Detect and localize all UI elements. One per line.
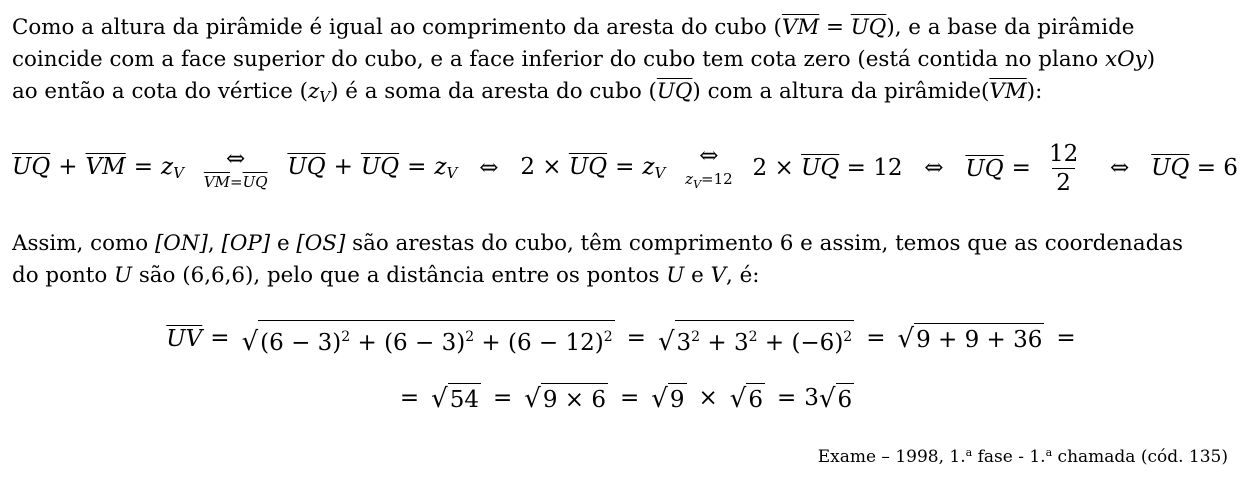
text-run: Assim, como: [12, 231, 155, 256]
ordinal-indicator: a: [965, 446, 973, 459]
radicand: 9 × 6: [541, 383, 608, 414]
segment-uq: $\overline{UQ}$: [12, 154, 51, 180]
text-run: são (6,6,6), pelo que a distância entre os pontos: [132, 263, 667, 288]
segment-vm: $\overline{VM}$: [781, 15, 820, 40]
eq1-step-3: [520, 154, 665, 182]
equals-sign: =: [210, 325, 230, 351]
segment-vm: $\overline{VM}$: [989, 79, 1027, 104]
text-run: são arestas do cubo, têm comprimento 6 e assim, temos que as coordenadas: [345, 231, 1183, 256]
var-z-subscript: V: [319, 88, 331, 106]
var-z-subscript: V: [446, 164, 458, 182]
text-run: = 12: [846, 155, 903, 181]
square-root: [898, 323, 1045, 354]
equals-sign: =: [866, 325, 886, 351]
equals-sign: =: [407, 154, 427, 180]
point-u: U: [114, 263, 133, 288]
coordinates-paragraph: [12, 228, 1238, 292]
equation-distance-uv: [12, 312, 1238, 364]
coords-line-1: [12, 228, 1238, 260]
intro-paragraph: [12, 12, 1238, 113]
eq1-step-4: [753, 155, 903, 181]
radical-sign-icon: √: [818, 383, 836, 414]
square-root: [524, 383, 608, 414]
var-z: z: [434, 154, 447, 180]
exponent: 2: [691, 328, 701, 345]
text-run: =: [819, 15, 851, 40]
exponent: 2: [748, 328, 758, 345]
var-z-subscript: V: [693, 178, 702, 191]
segment-vm: $\overline{VM}$: [85, 154, 126, 180]
eq1-step-1: [12, 154, 184, 182]
text-run: e: [270, 231, 297, 256]
var-z: z: [160, 154, 174, 180]
radicand: 6: [746, 383, 765, 414]
point-v: V: [710, 263, 727, 288]
equivalence-arrow-icon: ⇔: [1110, 155, 1130, 181]
coefficient: 3: [804, 385, 819, 411]
text-run: coincide com a face superior do cubo, e a face inferior do cubo tem cota zero (está contida no plano: [12, 47, 1106, 72]
equals-sign: =: [1056, 325, 1076, 351]
text-run: Como a altura da pirâmide é igual ao comprimento da aresta do cubo (: [12, 15, 782, 40]
point-u: U: [666, 263, 685, 288]
equivalence-arrow-icon: ⇔: [226, 146, 246, 172]
equals-sign: =: [229, 173, 243, 191]
segment-on: [ON]: [154, 231, 208, 256]
times-sign: ×: [698, 385, 718, 411]
text-run: ), e a base da pirâmide: [886, 15, 1135, 40]
equivalence-with-condition: [204, 146, 268, 190]
text-run: , é:: [726, 263, 760, 288]
eq1-step-5: [965, 140, 1088, 197]
coords-line-2: [12, 260, 1238, 292]
text-run: ) é a soma da aresta do cubo (: [330, 79, 657, 104]
radicand: 9 + 9 + 36: [914, 323, 1044, 354]
equivalence-arrow-icon: ⇔: [924, 155, 944, 181]
text-run: ):: [1026, 79, 1043, 104]
text-run: do ponto: [12, 263, 114, 288]
text-run: chamada (cód. 135): [1052, 447, 1228, 467]
equals-sign: =: [626, 325, 646, 351]
segment-uq: $\overline{UQ}$: [850, 15, 887, 40]
segment-uq: $\overline{UQ}$: [568, 154, 608, 180]
radical-sign-icon: √: [897, 323, 915, 354]
square-root: [658, 320, 854, 357]
equals-sign: =: [777, 385, 797, 411]
segment-uq: $\overline{UQ}$: [656, 79, 693, 104]
equals-sign: =: [620, 385, 640, 411]
fraction: [1045, 140, 1082, 197]
square-root: [431, 383, 481, 414]
square-root: [242, 320, 615, 357]
text-run: ) com a altura da pirâmide(: [692, 79, 990, 104]
square-root: [730, 383, 765, 414]
exponent: 2: [465, 328, 475, 345]
radical-sign-icon: √: [431, 383, 448, 414]
radicand: [258, 320, 615, 357]
intro-line-1: [12, 12, 1238, 44]
condition-label: [204, 174, 268, 190]
radicand: 9: [668, 383, 687, 414]
text-run: + (6 − 12): [474, 329, 604, 356]
radical-sign-icon: √: [657, 326, 675, 357]
equals-sign: =: [492, 385, 513, 411]
radical-sign-icon: √: [241, 326, 259, 357]
condition-label: [685, 171, 733, 193]
segment-vm: $\overline{VM}$: [203, 173, 230, 191]
plus-sign: +: [333, 154, 353, 180]
radical-sign-icon: √: [651, 383, 668, 414]
text-run: e: [684, 263, 711, 288]
text-run: + 3: [700, 329, 749, 356]
eq1-step-2: [287, 154, 457, 182]
text-run: ,: [207, 231, 222, 256]
equation-simplification: [12, 372, 1238, 424]
plus-sign: +: [58, 154, 78, 180]
equivalence-arrow-icon: ⇔: [479, 155, 499, 181]
text-run: ): [1146, 47, 1156, 72]
equivalence-arrow-icon: ⇔: [699, 143, 719, 169]
intro-line-2: [12, 44, 1238, 76]
text-run: + (6 − 3): [350, 329, 466, 356]
text-run: ao então a cota do vértice (: [12, 79, 309, 104]
text-run: 2 ×: [520, 154, 562, 180]
segment-uv: $\overline{UV}$: [166, 326, 203, 352]
equals-sign: =: [1011, 155, 1031, 181]
text-run: Exame – 1998, 1.: [817, 447, 966, 467]
var-z: z: [642, 154, 655, 180]
equals-sign: =: [133, 154, 153, 180]
exponent: 2: [843, 328, 853, 345]
intro-line-3: [12, 76, 1238, 113]
var-z-subscript: V: [654, 164, 666, 182]
square-root: [651, 383, 686, 414]
segment-op: [OP]: [221, 231, 271, 256]
equation-edge-length: [12, 128, 1238, 208]
eq1-step-6: [1151, 155, 1238, 181]
segment-uq: $\overline{UQ}$: [965, 156, 1004, 182]
segment-os: [OS]: [296, 231, 346, 256]
segment-uq: $\overline{UQ}$: [801, 155, 840, 181]
radicand: [675, 320, 855, 357]
var-z-subscript: V: [173, 164, 184, 182]
condition-value: =12: [701, 170, 733, 188]
equals-sign: =: [399, 385, 420, 411]
radical-sign-icon: √: [524, 383, 541, 414]
radicand: 54: [448, 383, 481, 414]
ordinal-indicator: a: [1045, 446, 1053, 459]
exponent: 2: [341, 328, 351, 345]
radicand: 6: [836, 383, 855, 414]
segment-uq: $\overline{UQ}$: [242, 173, 268, 191]
text-run: + (−6): [757, 329, 844, 356]
var-z: z: [308, 79, 320, 104]
fraction-numerator: 12: [1048, 140, 1079, 167]
text-run: (6 − 3): [260, 329, 342, 356]
segment-uq: $\overline{UQ}$: [1151, 155, 1190, 181]
text-run: fase - 1.: [972, 447, 1046, 467]
text-run: 3: [676, 329, 692, 356]
radical-sign-icon: √: [729, 383, 747, 414]
text-run: 2 ×: [752, 155, 794, 181]
equals-sign: =: [615, 154, 635, 180]
exponent: 2: [603, 328, 613, 345]
segment-uq: $\overline{UQ}$: [360, 154, 400, 180]
exam-source-citation: [818, 446, 1228, 467]
text-run: = 6: [1196, 155, 1238, 181]
var-z: z: [685, 170, 694, 188]
plane-xoy: xOy: [1105, 47, 1147, 72]
fraction-denominator: 2: [1052, 168, 1075, 197]
square-root: [819, 383, 854, 414]
equivalence-with-condition: [685, 143, 733, 193]
segment-uq: $\overline{UQ}$: [287, 154, 326, 180]
